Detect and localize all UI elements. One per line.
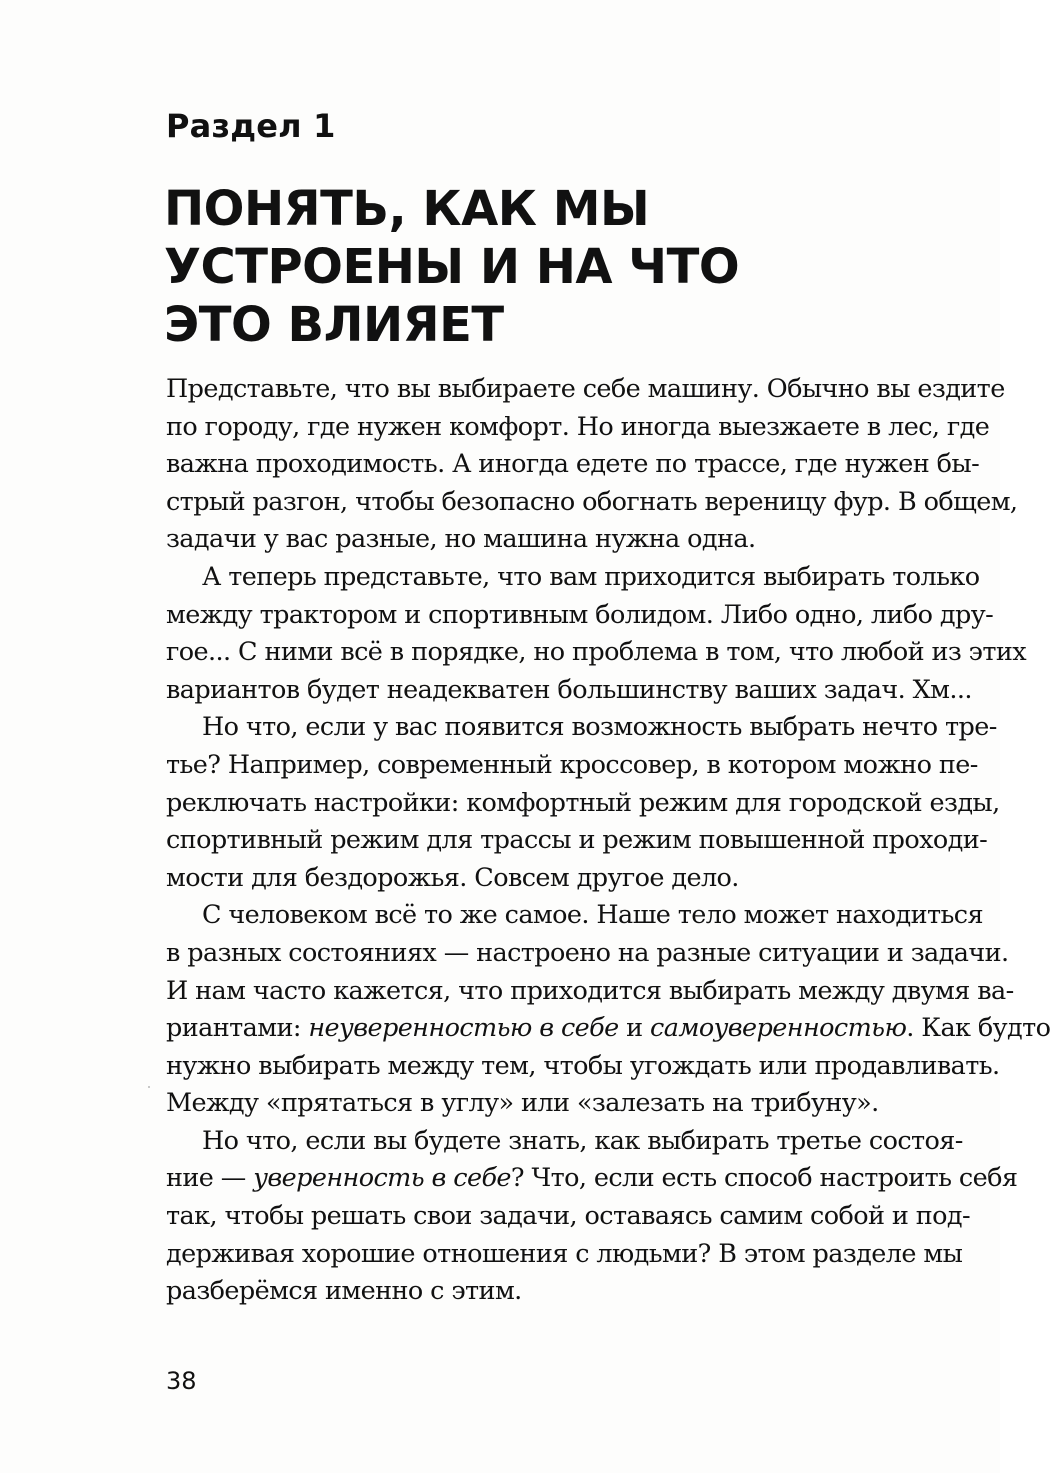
text-line: А теперь представьте, что вам приходится выбирать только [202,561,980,592]
paragraph [166,559,1027,709]
text-line-with-emphasis [166,1010,1050,1048]
text-line: так, чтобы решать свои задачи, оставаясь самим собой и под- [166,1201,971,1232]
paper-speck [148,1086,150,1088]
chapter-title-line: ПОНЯТЬ, КАК МЫ [164,181,650,237]
chapter-title [164,180,740,354]
paragraph [166,897,1050,1123]
emphasis-text: неуверенностью в себе [308,1013,619,1044]
chapter-title-line: ЭТО ВЛИЯЕТ [164,297,504,353]
text-line: реключать настройки: комфортный режим для городской езды, [166,787,1000,818]
text-fragment: ? Что, если есть способ настроить себя [510,1163,1018,1194]
text-line: Представьте, что вы выбираете себе машину. Обычно вы ездите [166,374,1005,404]
text-line: С человеком всё то же самое. Наше тело может находиться [202,900,983,931]
text-line: стрый разгон, чтобы безопасно обогнать вереницу фур. В общем, [166,486,1018,517]
text-fragment: и [618,1013,651,1044]
text-line: Но что, если вы будете знать, как выбирать третье состоя- [202,1125,963,1156]
page-number: 38 [166,1367,197,1395]
emphasis-text: самоуверенностью [650,1013,907,1044]
text-line: задачи у вас разные, но машина нужна одна. [166,524,756,555]
text-line: важна проходимость. А иногда едете по трассе, где нужен бы- [166,449,980,480]
chapter-title-line: УСТРОЕНЫ И НА ЧТО [164,239,740,295]
text-line: И нам часто кажется, что приходится выбирать между двумя ва- [166,975,1014,1006]
text-line: гое... С ними всё в порядке, но проблема в том, что любой из этих [166,637,1027,668]
section-label: Раздел 1 [166,107,336,145]
text-line: вариантов будет неадекватен большинству ваших задач. Хм... [166,674,972,705]
text-line: Но что, если у вас появится возможность выбрать нечто тре- [202,712,997,743]
text-line: по городу, где нужен комфорт. Но иногда выезжаете в лес, где [166,411,990,442]
text-fragment: риантами: [166,1013,309,1044]
text-line-with-emphasis [166,1160,1018,1198]
text-line: нужно выбирать между тем, чтобы угождать или продавливать. [166,1050,1000,1081]
text-line: Между «прятаться в углу» или «залезать на трибуну». [166,1088,879,1119]
text-line: спортивный режим для трассы и режим повышенной проходи- [166,825,988,856]
text-fragment: . Как будто [906,1013,1050,1044]
paragraph [166,371,1018,559]
paragraph [166,709,1000,897]
text-line: в разных состояниях — настроено на разные ситуации и задачи. [166,937,1009,968]
body-text [166,371,1050,1311]
emphasis-text: уверенность в себе [253,1163,511,1194]
text-line: держивая хорошие отношения с людьми? В этом разделе мы [166,1238,963,1269]
text-line: разберёмся именно с этим. [166,1276,522,1307]
text-line: мости для бездорожья. Совсем другое дело. [166,862,739,893]
text-line: тье? Например, современный кроссовер, в котором можно пе- [166,749,978,780]
paragraph [166,1123,1018,1311]
text-fragment: ние — [166,1163,254,1194]
text-line: между трактором и спортивным болидом. Либо одно, либо дру- [166,599,994,630]
